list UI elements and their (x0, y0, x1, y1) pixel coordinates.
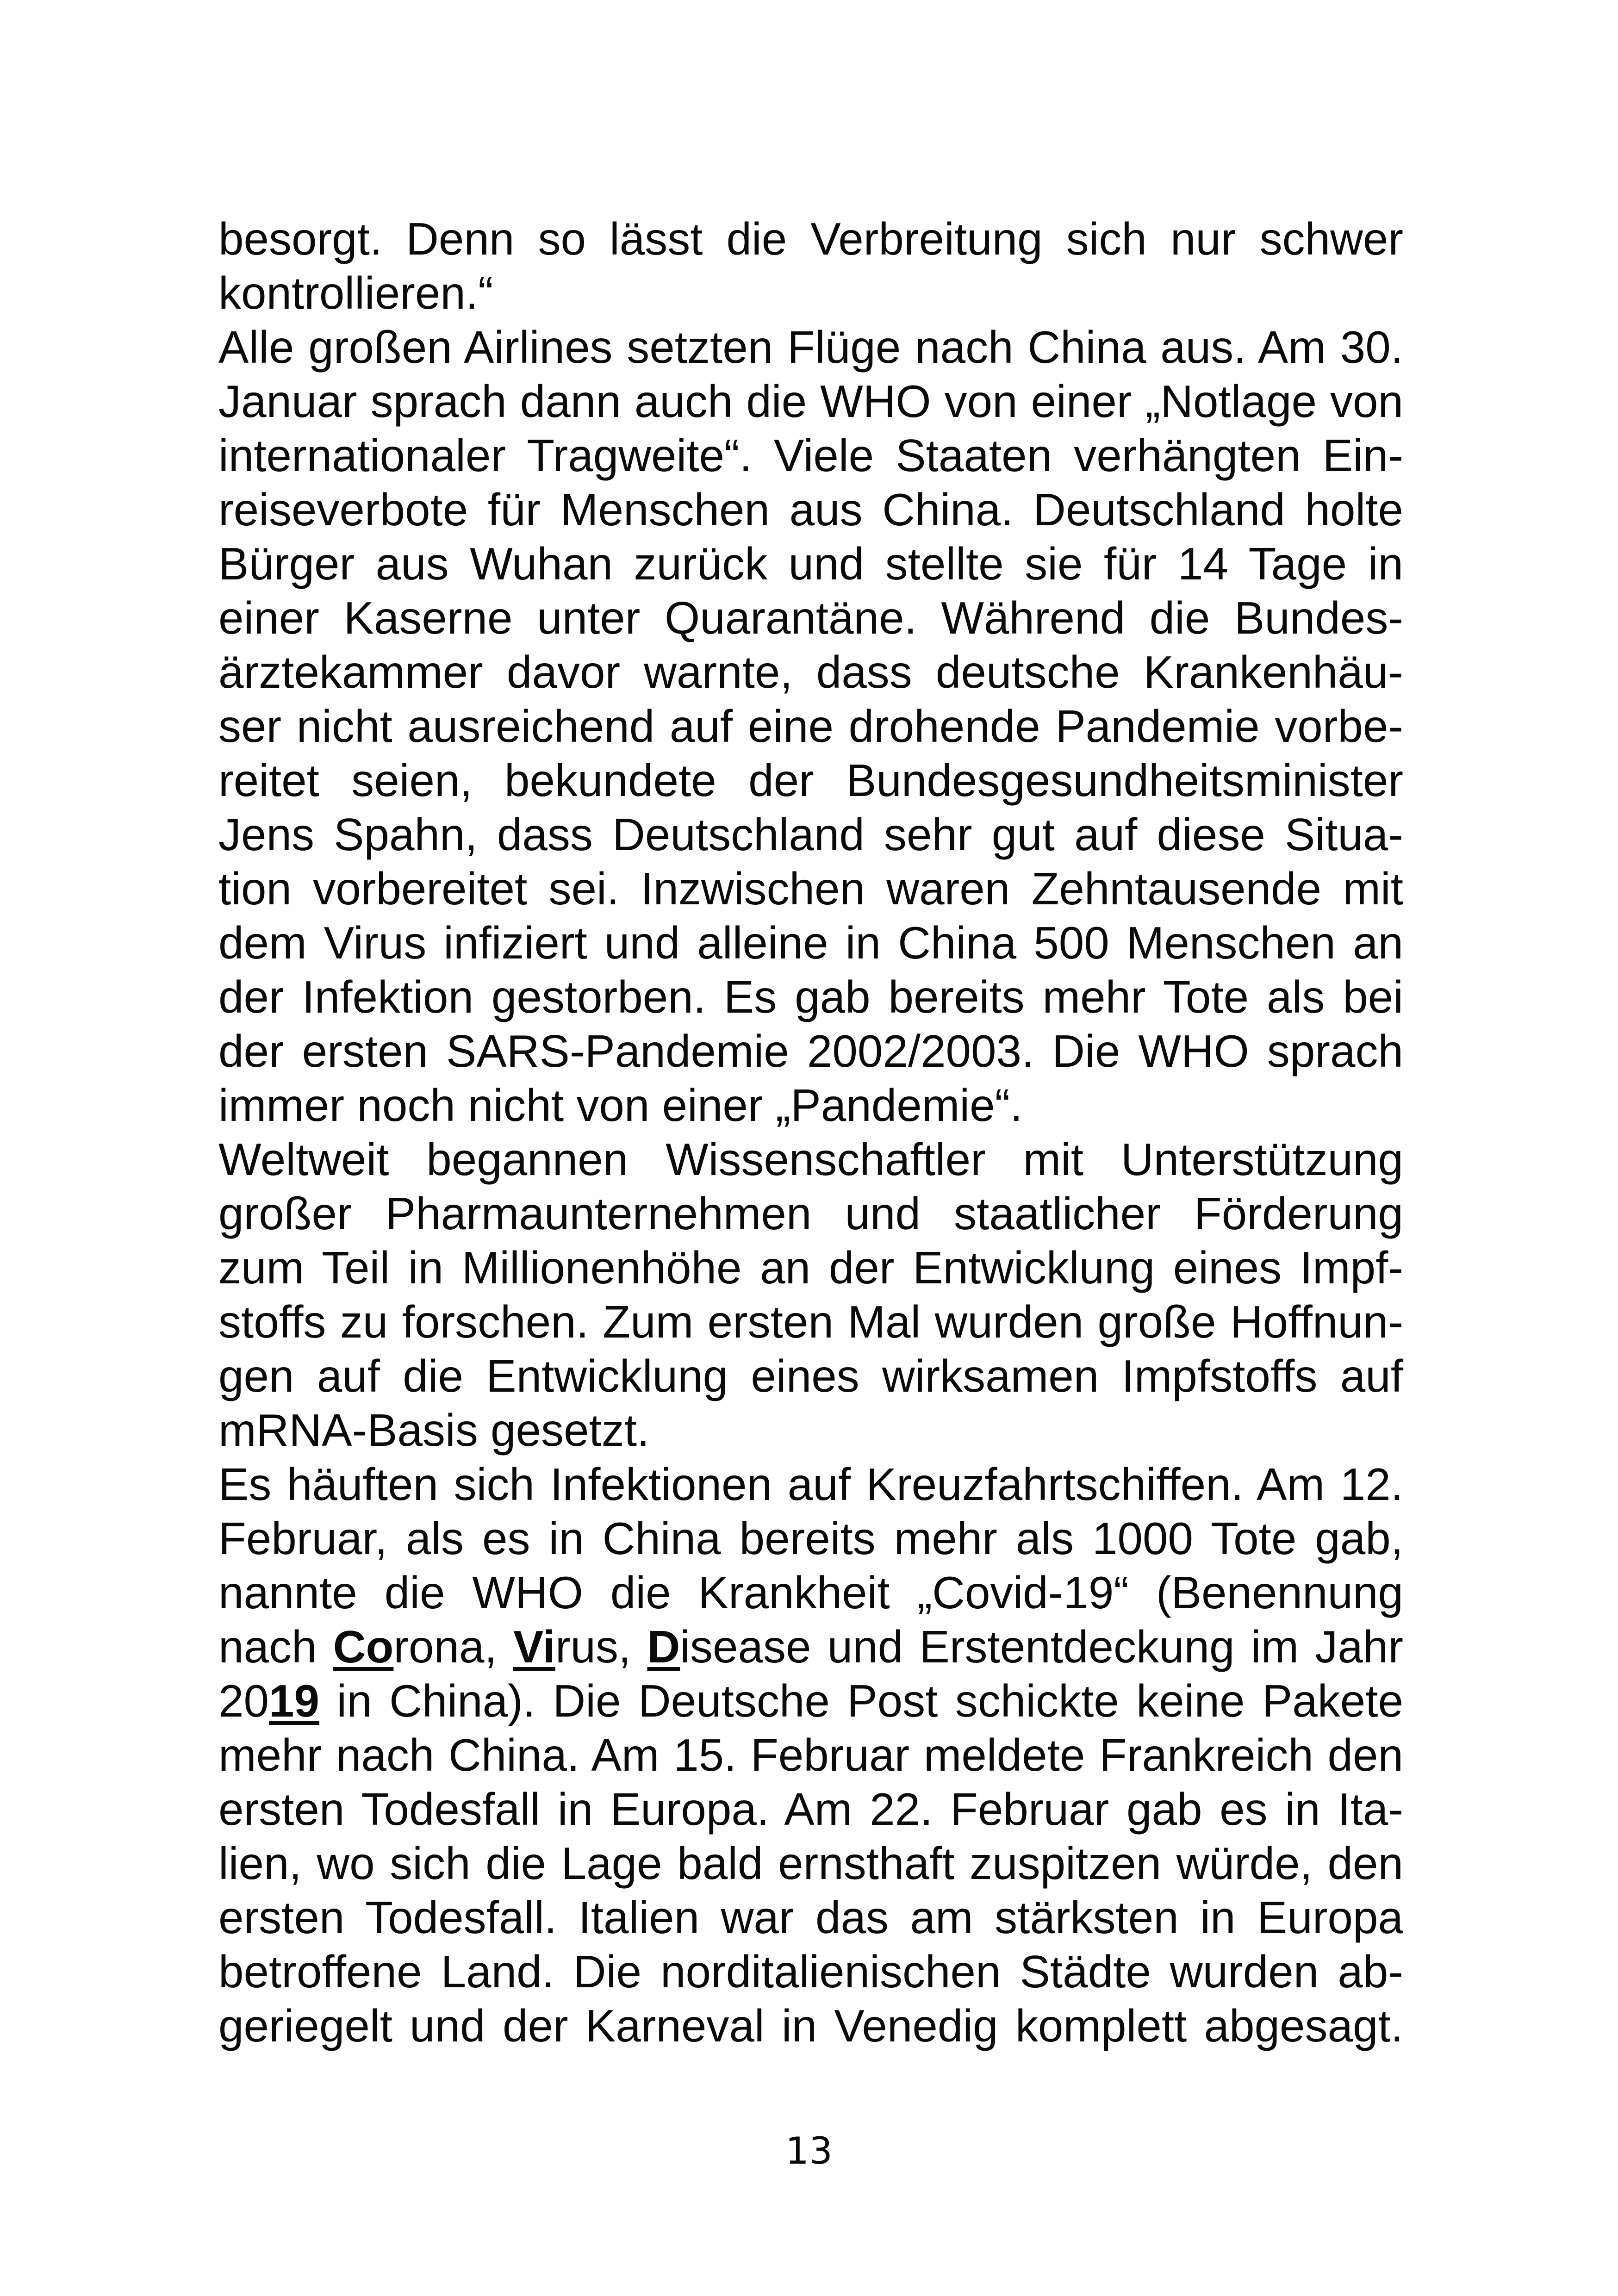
text-line: betroffene Land. Die norditalienischen Städte wurden ab- (218, 1946, 1403, 1997)
text-line: Januar sprach dann auch die WHO von einer „Notlage von (218, 376, 1403, 427)
text-line: Alle großen Airlines setzten Flüge nach China aus. Am 30. (218, 322, 1403, 373)
text-line: ser nicht ausreichend auf eine drohende Pandemie vorbe- (218, 701, 1403, 752)
text-line: immer noch nicht von einer „Pandemie“. (218, 1080, 1023, 1131)
emphasized-letters: 19 (269, 1675, 320, 1726)
text-segment: nach (218, 1621, 333, 1672)
text-line: mRNA-Basis gesetzt. (218, 1405, 650, 1456)
text-line: reitet seien, bekundete der Bundesgesundheitsminister (218, 755, 1403, 806)
text-line: internationaler Tragweite“. Viele Staaten verhängten Ein- (218, 430, 1403, 481)
text-line: nannte die WHO die Krankheit „Covid-19“ (Benennung (218, 1567, 1403, 1618)
text-line: stoffs zu forschen. Zum ersten Mal wurden große Hoffnun- (218, 1296, 1403, 1347)
text-line: kontrollieren.“ (218, 268, 493, 318)
text-line: der ersten SARS-Pandemie 2002/2003. Die WHO sprach (218, 1026, 1403, 1076)
text-line: besorgt. Denn so lässt die Verbreitung sich nur schwer (218, 213, 1403, 264)
body-text (218, 212, 1403, 2053)
text-line: lien, wo sich die Lage bald ernsthaft zuspitzen würde, den (218, 1838, 1403, 1889)
text-line: ersten Todesfall. Italien war das am stärksten in Europa (218, 1892, 1403, 1943)
text-line: tion vorbereitet sei. Inzwischen waren Zehntausende mit (218, 863, 1403, 914)
text-line: ersten Todesfall in Europa. Am 22. Februar gab es in Ita- (218, 1784, 1403, 1835)
text-line: Es häuften sich Infektionen auf Kreuzfahrtschiffen. Am 12. (218, 1459, 1403, 1510)
text-line (218, 1674, 1403, 1728)
text-line: Bürger aus Wuhan zurück und stellte sie für 14 Tage in (218, 538, 1403, 589)
text-line: ärztekammer davor warnte, dass deutsche Krankenhäu- (218, 647, 1403, 697)
text-line: einer Kaserne unter Quarantäne. Während die Bundes- (218, 592, 1403, 643)
page-number: 13 (785, 2129, 833, 2172)
emphasized-letters: Co (333, 1621, 394, 1672)
emphasized-letters: Vi (513, 1621, 555, 1672)
text-line: Weltweit begannen Wissenschaftler mit Unterstützung (218, 1134, 1403, 1185)
text-line: mehr nach China. Am 15. Februar meldete Frankreich den (218, 1730, 1403, 1780)
text-line: dem Virus infiziert und alleine in China 500 Menschen an (218, 917, 1403, 968)
text-line (218, 1620, 1403, 1674)
text-segment: rus, (555, 1621, 647, 1672)
text-line: reiseverbote für Menschen aus China. Deutschland holte (218, 484, 1403, 535)
text-line: großer Pharmaunternehmen und staatlicher Förderung (218, 1188, 1403, 1239)
text-line: Jens Spahn, dass Deutschland sehr gut auf diese Situa- (218, 809, 1403, 860)
text-line: gen auf die Entwicklung eines wirksamen Impfstoffs auf (218, 1350, 1403, 1401)
text-line: zum Teil in Millionenhöhe an der Entwicklung eines Impf- (218, 1242, 1403, 1293)
text-segment: isease und Erstentdeckung im Jahr (680, 1621, 1403, 1672)
emphasized-letters: D (647, 1621, 680, 1672)
text-line: Februar, als es in China bereits mehr als 1000 Tote gab, (218, 1513, 1403, 1564)
text-segment: in China). Die Deutsche Post schickte keine Pakete (319, 1675, 1403, 1726)
text-segment: rona, (393, 1621, 513, 1672)
text-line: geriegelt und der Karneval in Venedig komplett abgesagt. (218, 2000, 1403, 2051)
text-line: der Infektion gestorben. Es gab bereits mehr Tote als bei (218, 971, 1403, 1022)
text-segment: 20 (218, 1675, 269, 1726)
